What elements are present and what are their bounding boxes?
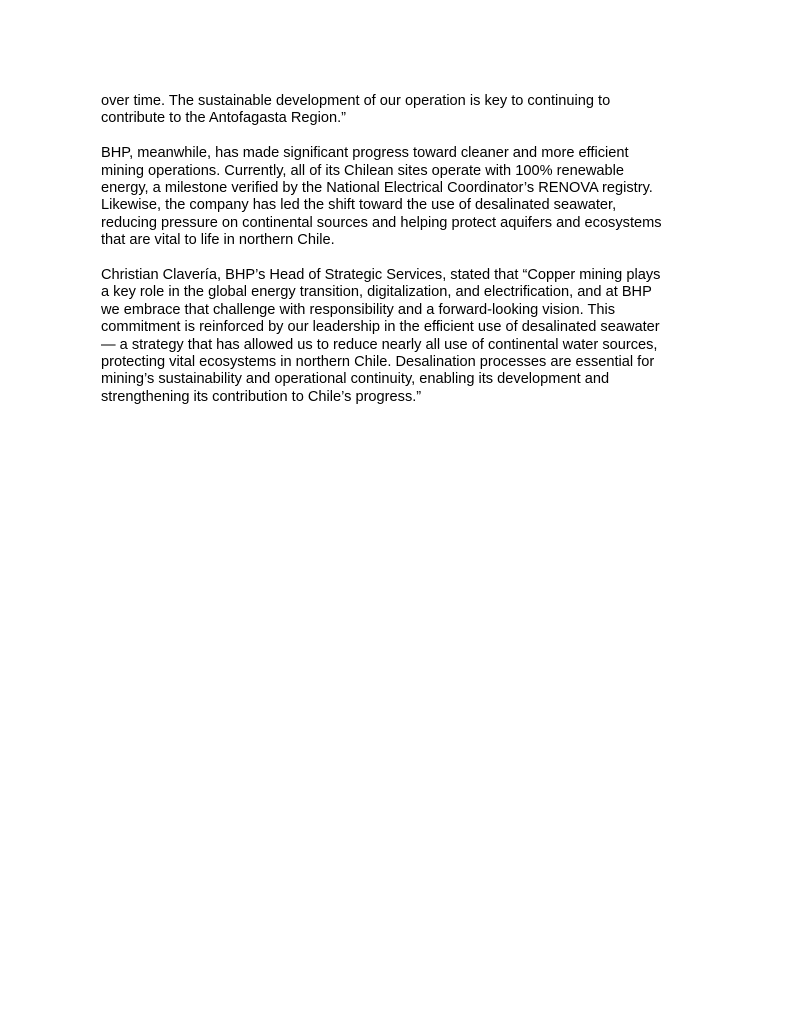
document-body bbox=[101, 93, 701, 424]
paragraph-bhp-progress: BHP, meanwhile, has made significant progress toward cleaner and more efficient mining operations. Currently, all of its Chilean sites operate with 100% renewable energy, a milestone verified by the National Electrical Coordinator’s RENOVA registry. Likewise, the company has led the shift toward the use of desalinated seawater, reducing pressure on continental sources and helping protect aquifers and ecosystems that are vital to life in northern Chile. bbox=[101, 145, 662, 249]
paragraph-quote-continuation: over time. The sustainable development of our operation is key to continuing to contribute to the Antofagasta Region.” bbox=[101, 93, 611, 127]
paragraph-claveria-statement: Christian Clavería, BHP’s Head of Strategic Services, stated that “Copper mining plays a key role in the global energy transition, digitalization, and electrification, and at BHP we embrace that challenge with responsibility and a forward-looking vision. This commitment is reinforced by our leadership in the efficient use of desalinated seawater — a strategy that has allowed us to reduce nearly all use of continental water sources, protecting vital ecosystems in northern Chile. Desalination processes are essential for mining’s sustainability and operational continuity, enabling its development and strengthening its contribution to Chile’s progress.” bbox=[101, 267, 661, 405]
